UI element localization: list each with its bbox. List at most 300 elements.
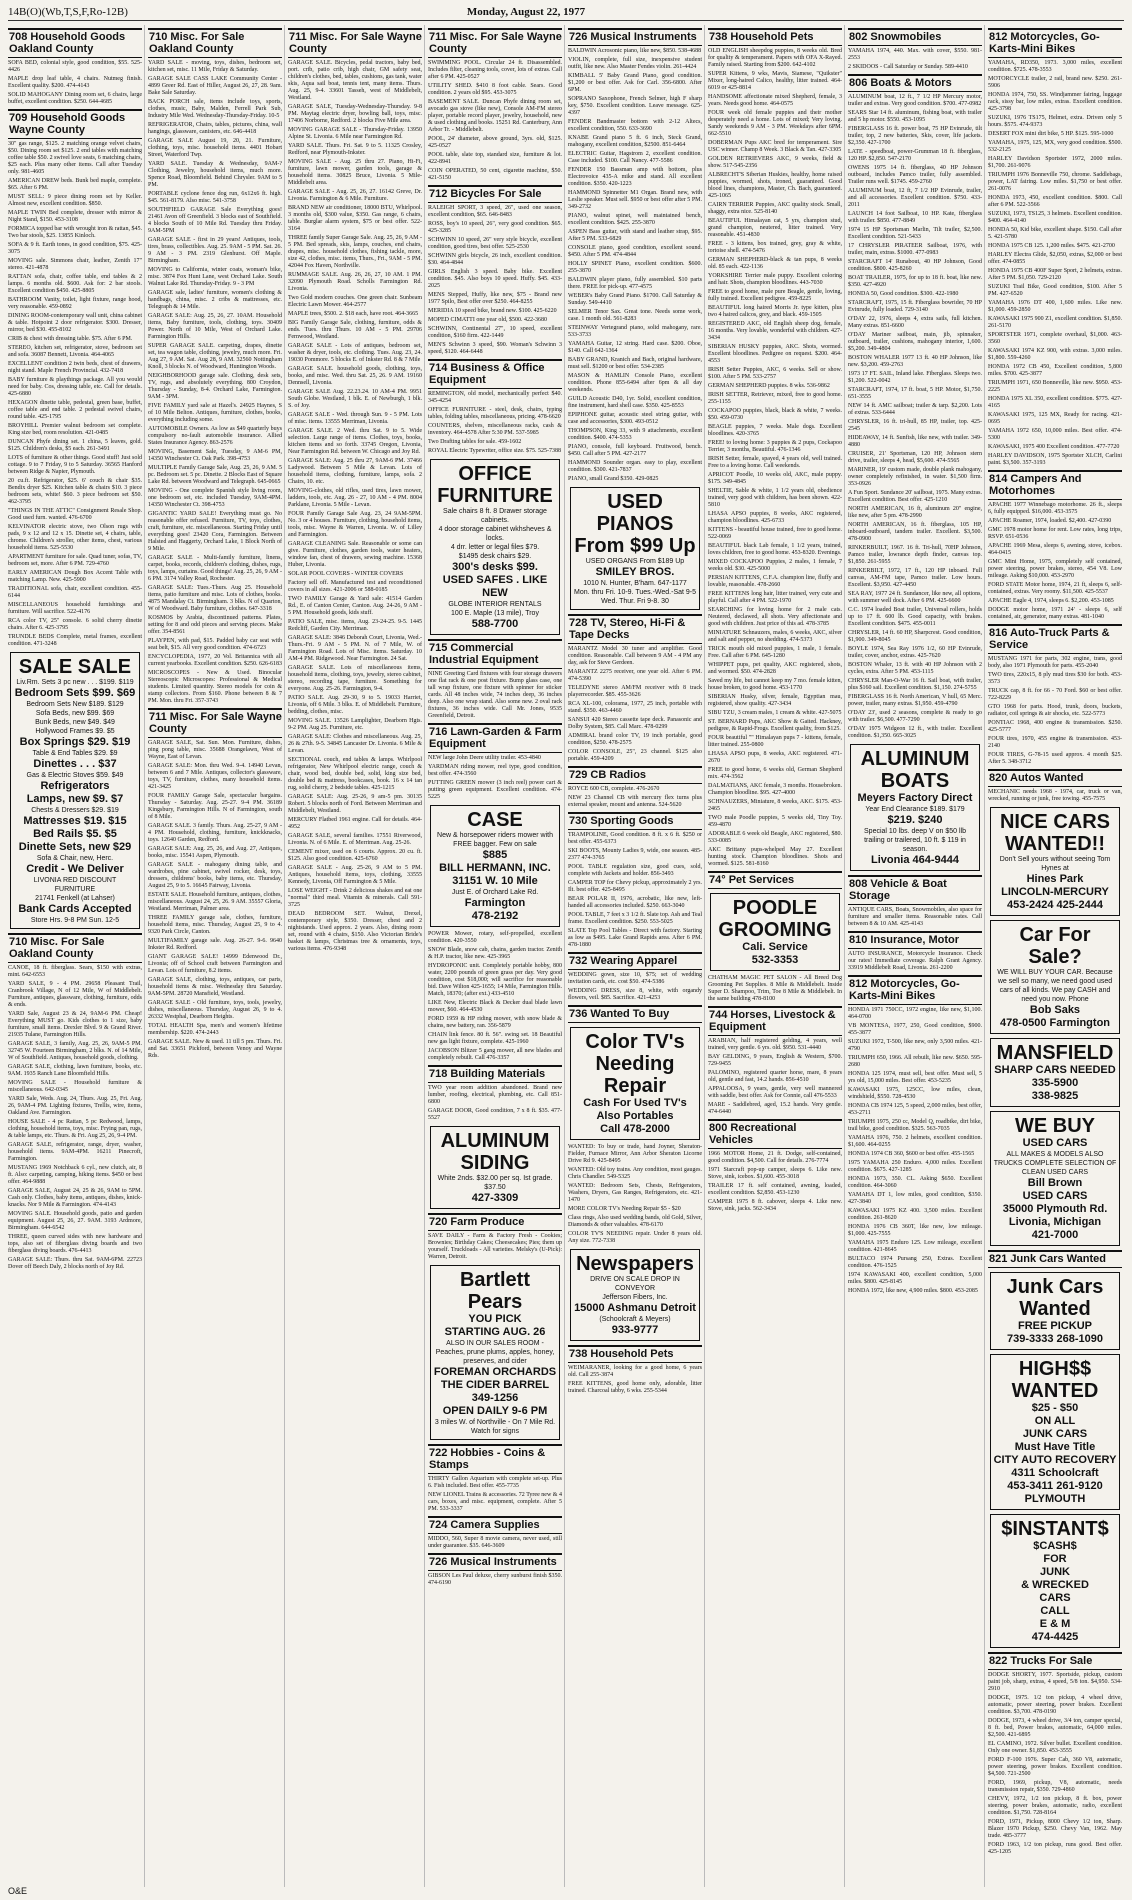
display-ad-line: Junk Cars Wanted — [1006, 1276, 1104, 1320]
display-ad-line: $885 — [482, 849, 508, 861]
classified-ad: WANTED: Old toy trains. Any condition, most gauges. Chris Chandler. 549-5325 — [568, 1167, 702, 1180]
classified-ad: BABY furniture & playthings package. All you would need for baby. Cos, dressing table, etc. Call for details. 425-6880 — [8, 377, 142, 397]
classified-ad: IRISH SETTER, Retriever, mixed, free to good home. 255-1155 — [708, 392, 842, 405]
display-ad-line: 31151 W. 10 Mile — [452, 875, 538, 887]
classified-ad: TOTAL HEALTH Spa, men's and women's lifetime membership. $220. 474-2443 — [148, 1023, 282, 1036]
classified-ad: FORD F-100 1976. Super Cab, 360 V8, automatic, power steering, power brakes. Excellent condition. $4,500. 721-2500 — [988, 1757, 1122, 1777]
classified-ad: Two Drafting tables for sale. 459-1602 — [428, 439, 522, 445]
classified-ad: NORTH AMERICAN, 16 ft, aluminum 20" engine, like new, after 5 pm. 478-2990 — [848, 506, 982, 519]
classified-ad: SOFA & 9 ft. Earth tones, in good condition, $75. 425-3075 — [8, 242, 142, 255]
classified-ad: Saved my life, but cannot keep my 7 mo. female kitten, house broken, to good home. 453-1770 — [708, 678, 842, 691]
display-ad-line: $1495 desk chairs $29. — [458, 553, 532, 560]
display-ad-line: Refrigerators — [40, 780, 110, 792]
classified-ad: KAWASAKI 1975, 125 MX, Ready for racing. 421-0695 — [988, 412, 1122, 425]
display-ad-line: $25 - $50 — [1031, 1402, 1079, 1414]
classified-column — [428, 25, 565, 1887]
classified-ad: CHATHAM MAGIC PET SALON - All Breed Dog Grooming Pet Supplies. 8 Mile & Middlebelt. Inside Super D. Shampoo, Trim, Toe 8 Mile & Middlebelt. In the same building 478-8100 — [708, 975, 842, 1002]
display-ad — [990, 1354, 1120, 1510]
display-ad-line: $INSTANT$ — [1001, 1518, 1109, 1540]
classified-ad: CHAIN link fence. 80 ft. 56". swing set. 18 Beautiful new gas light fixture, complete. 425-1960 — [428, 1032, 562, 1045]
display-ad-line: ALUMINUM BOATS — [860, 748, 970, 792]
display-ad — [570, 487, 700, 610]
section-heading: 810 Insurance, Motor — [848, 931, 982, 949]
display-ad-line: Don't Sell yours without seeing Tom Hynes at — [999, 856, 1111, 872]
classified-column — [848, 25, 985, 1887]
classified-ad: OWENS 1975 14 ft. fiberglass, 40 HP Johnson outboard, includes Pamco trailer, fully assembled. Trailer runs well. $1745. 459-2760 — [848, 165, 982, 185]
display-ad-line: CASE — [467, 809, 523, 831]
classified-ad: GARAGE sale, ladies' furniture, women's clothing & handbags, china, misc. 2 cribs & mattresses, etc. Telegraph & 14 Mile. — [148, 290, 282, 310]
classified-ad: BOAT TRAILER, 1975, for up to 18 ft. boat, like new. $350. 427-4920 — [848, 275, 982, 288]
classified-ad: KAWASAKI 1975, 125CC, low miles, clean, windshield, $550. 728-4530 — [848, 1087, 982, 1100]
classified-ad: 1974 KAWASAKI 400, excellent condition, 5,000 miles. $800. 425-8145 — [848, 1272, 982, 1285]
classified-ad: GARAGE SALE - Lots of antiques, bedroom set, washer & dryer, tools, etc. clothing. Tues. Aug. 23, 24. 19030 Pommore. 5 blocks E. of Inkster Rd. 8 & 7 Mile — [288, 343, 422, 363]
display-ad-line: ALUMINUM SIDING — [440, 1130, 550, 1174]
display-ad-line: FOR — [1043, 1553, 1067, 1565]
classified-ad: YARD Sale, Weds. Aug. 24, Thurs. Aug. 25, Fri. Aug. 26, 9AM-4 PM. Lighting fixtures, Trellis, wire, items, Oakland Ave. Farmington. — [8, 1096, 142, 1116]
classified-ad: SOLID MAHOGANY Dining room set, 6 chairs, large buffet, excellent condition. $250. 644-4685 — [8, 92, 142, 105]
classified-column — [988, 25, 1124, 1887]
display-ad-line: 1010 N. Hunter, B'ham. 647-1177 — [583, 580, 687, 587]
display-ad-line: Bank Cards Accepted — [18, 903, 132, 915]
classified-ad: MOVING-clothes, old rifles, used tires, lawn mower, ladders, tools, etc. Aug. 26 - 27, 10 AM - 4 PM. 8004 Parklane, Livonia. 5 Mile - Levan. — [288, 488, 422, 508]
classified-ad: BULTACO 1974 Pursang 250, Extras. Excellent condition. 476-1525 — [848, 1256, 982, 1269]
display-ad-line: GLOBE INTERIOR RENTALS — [448, 601, 542, 608]
classified-ad: MARE - Saddlebred, aged, 15.2 hands. Very gentle. 474-6440 — [708, 1102, 842, 1115]
display-ad-line: NICE CARS WANTED!! — [999, 811, 1110, 855]
classified-column — [8, 25, 145, 1887]
classified-ad: MOVING GARAGE SALE - Thursday-Friday. 13950 Alpine St. Livonia. 6 Mile near Farmington Rd. — [288, 127, 422, 140]
display-ad-line: STARTING AUG. 26 — [444, 1326, 546, 1338]
classified-ad: SUPER GARAGE SALE. carpeting, drapes, dinette set, tea wagon table, clothing, jewelry, much more. Fri. Aug 27, 9 AM. Sat. Aug 28, 9 AM. 32560 Nottingham Knoll, 3 blocks N. of Woodward, Huntington Woods. — [148, 343, 282, 370]
classified-ad: GARAGE SALE: Aug. 25, 26, and Aug. 27, Antiques, books, misc. 15541 Aspen, Plymouth. — [148, 846, 282, 859]
classified-ad: GARAGE SALE CASS LAKE Community Center - 4899 Greer Rd. East of Hiller, August 26, 27, 28. 9am. Bake Sale Saturday. — [148, 76, 282, 96]
classified-ad: GARAGE SALE: Aug. 25-26, 9 am-5 pm. 30135 Robert. 5 blocks north of Ford. Between Merriman and Middlebelt, Westland. — [288, 794, 422, 814]
classified-ad: STARCRAFT 14' Runabout, 40 HP Johnson, Good condition. $800. 425-8260 — [848, 259, 982, 272]
classified-ad: MASON & HAMLIN Console Piano, excellent condition. Phone 855-6494 after 6pm & all day weekends. — [568, 373, 702, 393]
classified-ad: FORD STATE Motor home, 1974, 21 ft, sleeps 6, self-contained, extras. Very roomy. $11,500. 425-5537 — [988, 582, 1122, 595]
classified-ad: FREE! to loving home: 3 puppies & 2 pups, Cockapoo Terrier, 3 months, Beautiful. 476-1346 — [708, 440, 842, 453]
classified-ad: ENCYCLOPEDIA, 1977, 20 Vol. Britannica with all current yearbooks. Excellent condition. $250. 626-6183 — [148, 654, 282, 667]
classified-ad: SHELTIE, Sable & white, 1 1/2 years old, obedience trained, very good with children, has been shown. 422-5810 — [708, 488, 842, 508]
classified-ad: MISCELLANEOUS household furnishings and furniture. Will sacrifice. 522-4176 — [8, 602, 142, 615]
display-ad — [850, 744, 980, 871]
section-heading: 718 Building Materials — [428, 1065, 562, 1083]
classified-ad: MOVING sale. Simmons chair, leather, Zenith 17" stereo. 421-4878 — [8, 258, 142, 271]
classified-ad: BRAND NEW air conditioner, 18000 BTU, Whirlpool. 3 months old, $300 value, $350. Gas range, 6 chairs, table. Burglar alarm system, $75 or best offer. 522-3164 — [288, 205, 422, 232]
section-heading: 708 Household Goods Oakland County — [8, 28, 142, 58]
classified-ad: SUZUKI, 1976 TS175, Helmet, extra. Driven only 5 hours. $575. 474-9373 — [988, 115, 1122, 128]
classified-ad: IRISH Setter Puppies, AKC, 6 weeks. Sell or show. $100. After 5 PM. 533-2757 — [708, 367, 842, 380]
classified-ad: FORD, 1969, pickup, V8, automatic, needs transmission repair, $350. 729-4860 — [988, 1780, 1122, 1793]
classified-ad: TRUCK cap, 8 ft. for 66 - 70 Ford. $60 or best offer. 722-8229 — [988, 688, 1122, 701]
classified-ad: GARAGE SALE, Sat. Sun. Mon. Furniture, dishes, ping pong table, misc. 35688 Orangelawn, West of Wayne, East of Levan. — [148, 740, 282, 760]
display-ad — [990, 1038, 1120, 1107]
classified-ad: GARAGE SALE - Aug. 25-26, 9 AM to 5 PM. Antiques, household items, toys, clothing, 33555 Kennedy, Livonia, Off Farmington & 5 Mile. — [288, 865, 422, 885]
classified-ad: 1971 Starcraft pop-up camper, sleeps 6. Like new. Stove, sink, icebox. $1,600. 455-3018 — [708, 1167, 842, 1180]
section-heading: 710 Misc. For Sale Oakland County — [148, 28, 282, 58]
classified-ad: MUSTANG 1971 for parts, 302 engine, trans, good body, also 1971 Plymouth for parts. 455-2040 — [988, 656, 1122, 669]
display-ad — [430, 805, 560, 927]
display-ad-line: (Schoolcraft & Meyers) — [599, 1316, 671, 1323]
classified-ad: SEA RAY, 1977 24 ft. Sundancer, like new, all options, with summer well dock. After 6 PM. 425-6600 — [848, 591, 982, 604]
classified-ad: O'DAY 22, 1976, sleeps 4, extra sails, full kitchen. Many extras. 851-6600 — [848, 316, 982, 329]
classified-ad: BIG Family Garage Sale, clothing, furniture, odds & ends. Tues. thru Thurs. 10 AM - 5 PM. 29706 Fernwood, Westland. — [288, 320, 422, 340]
display-ad-line: Dinettes . . . $37 — [33, 758, 117, 770]
classified-ad: GUILD Acoustic D40, 1yr. Solid, excellent condition, fine instrument, hard shell case. $350. 425-8553 — [568, 396, 702, 409]
classified-ad: GARAGE SALE Aug. 22.23.24. 10 AM-4 PM. 9951 South Globe. Westland, 1 blk. E. of Newburgh, 1 blk. S. of Joy. — [288, 389, 422, 409]
display-ad-line: PLYMOUTH — [1024, 1493, 1086, 1505]
section-heading: 726 Musical Instruments — [568, 28, 702, 46]
classified-ad: RUMMAGE SALE. Aug. 26, 26, 27, 10 AM. 1 PM. 32090 Plymouth Road. Scholls Farmington Rd. Livonia. — [288, 272, 422, 292]
classified-ad: SEARCHING for loving home for 2 male cats. Neutered, declawed, all shots. Very affectionate and good with children. Just price of this ad. 478-3785 — [708, 607, 842, 627]
classified-ad: TRAILER 17 ft. self contained, awning, loaded, excellent condition. $2,850. 453-1230 — [708, 1183, 842, 1196]
classified-ad: MOPED CIMATTI one year old, $500. 422-3680 — [428, 317, 547, 323]
display-ad-line: 421-7000 — [1031, 1229, 1079, 1241]
classified-ad: BEAUTIFUL Himalayan cat, 5 yrs, champion stud, grand champion, neutered, litter trained. Very reasonable. 451-4830 — [708, 218, 842, 238]
display-ad-line: Sale chairs 8 ft. 8 Drawer storage cabinets. — [443, 508, 547, 524]
classified-ad: GARAGE SALE: Aug. 25, 26, 27. 10AM. Household items, Baby furniture, tools, clothing, toys. 30409 Power. North of 10 Mile, West of Orchard Lake. Farmington Hills. — [148, 313, 282, 340]
classified-ad: SAVE DAILY - Farm & Factory Fresh - Cookies; Brownies; Birthday Cakes; Cheesecakes; Pies; them up yourself. Truckloads - All varieties. Melsky's (U-Pick): Warren, Detroit. — [428, 1233, 562, 1260]
issue-date: Monday, August 22, 1977 — [466, 6, 586, 18]
classified-ad: MINIATURE Schnauzers, males, 6 weeks, AKC, silver and salt and pepper, no shedding. 474-5373 — [708, 630, 842, 643]
classified-ad: TRIUMPH 650, 1966. All rebuilt, like new. $650. 595-2680 — [848, 1055, 982, 1068]
display-ad-line: OFFICE FURNITURE — [437, 463, 553, 507]
classified-ad: TRUNDLE BEDS Complete, metal frames, excellent condition. 471-3248 — [8, 634, 142, 647]
classified-ad: LOTS of furniture & other things. Good stuff! Just sold cottage. 9 to 7 Friday, 9 to 5 Saturday. 36565 Hanford between Ridge & Napier, Plymouth. — [8, 455, 142, 475]
section-heading: 722 Hobbies - Coins & Stamps — [428, 1444, 562, 1474]
classified-ad: TWO male Poodle puppies, 5 weeks old, Tiny Toy. 459-4870 — [708, 815, 842, 828]
classified-ad: A Fun Sport. Sundance 20' sailboat, 1975. Many extras. Excellent condition. Best offer. 425-1210 — [848, 490, 982, 503]
classified-ad: WEDDING gown, size 10, $75; set of wedding invitation cards, etc. cost $50. 474-5386 — [568, 972, 702, 985]
classified-ad: HONDA 125 1974, must sell, best offer. Must sell, 5 yrs old, 15,000 miles. Best offer. 453-5235 — [848, 1071, 982, 1084]
classified-ad: RATTAN sofa, chair, coffee table, end tables & 2 lamps. 6 months old. $600. Ask for: 2 bar stools. Excellent condition $450. 425-8805 — [8, 274, 142, 294]
classified-ad: OLD ENGLISH sheepdog puppies, 8 weeks old. Bred for quality & temperament. Papers with OFA X-Rayed. Family raised. Starting from $200. 642-4102 — [708, 48, 842, 68]
section-heading: 730 Sporting Goods — [568, 812, 702, 830]
classified-ad: YAMAHA 1972 650, 10,000 miles. Best offer. 474-5300 — [988, 428, 1122, 441]
classified-ad: Class rings, Also used wedding bands, old Gold, Silver, Diamonds & other valuables. 478-6170 — [568, 1215, 702, 1228]
display-ad — [990, 807, 1120, 916]
classified-ad: GARAGE SALE. Bicycles, pedal tractors, baby bed, port. crib, patio crib, high chair, GM safety seat, children's clothes, bed, tables, cushions, gas tank, water skis, Aqua sail boat, tennis tent, many items. Thurs. Aug. 25, 9-4. 33601 Tasseh, west of Middlebelt, Westland. — [288, 60, 422, 101]
classified-ad: VIOLIN, complete, full size, inexpensive student outfit, like new. Also Master Fendes violin. 261-4424 — [568, 57, 702, 70]
classified-ad: DOBERMAN Pups AKC bred for temperament. Sire USC winner. Champ 8 Week. 3 Black & Tan. 427-3305 — [708, 140, 842, 153]
classified-ad: GARAGE SALE, August 24, 25 & 26, 9AM to 5PM. Cash only. Clothes, baby items, antiques, dishes, knick-knacks. Nor 9 Mile & Farmington. 474-4143 — [8, 1188, 142, 1208]
classified-ad: BOSTON Whaler, 13 ft. with 40 HP Johnson with 2 cycles, extra. After 5 PM. 453-1115 — [848, 662, 982, 675]
classified-ad: EARLY AMERICAN Dough Box Accent Table with matching Lamp. New. 425-5900 — [8, 570, 142, 583]
classified-ad: YARD SALE - moving, toys, dishes, bedroom set, kitchen set, misc. 11 Mile, Friday & Saturday. — [148, 60, 282, 73]
section-heading: 814 Campers And Motorhomes — [988, 470, 1122, 500]
classified-ad: MERIDIA 10 speed bike, brand new. $100. 425-6220 — [428, 308, 557, 314]
classified-ad: BEAR POLAR II, 1976, acrobatic, like new, left-handed all accessories included. $250. 663-3040 — [568, 896, 702, 909]
classified-ad: GOLDEN RETRIEVERS AKC, 9 weeks, field & show. 517-545-2356 — [708, 156, 842, 169]
section-heading: 738 Household Pets — [708, 28, 842, 46]
classified-ad: TRADITIONAL sofa, chair, excellent condition. 455-6144 — [8, 586, 142, 599]
section-heading: 715 Commercial Industrial Equipment — [428, 639, 562, 669]
classified-ad: IRISH Setter, female, spayed, 4 years old, well trained. Free to a loving home. Call weekends. — [708, 456, 842, 469]
classified-ad: 20 cu.ft. Refrigerator, $25. 6' couch & chair $35. Bendix dryer $25. Kitchen table & chairs $10. 3 piece bedroom sets, white! $60. 3 piece bedroom set $50. 462-3795 — [8, 478, 142, 505]
display-ad-line: 478-2192 — [471, 910, 519, 922]
classified-ad: HONDA 50, Good condition. $300. 422-1980 — [848, 291, 959, 297]
display-ad-line: Mattresses $19. $15 — [23, 815, 127, 827]
display-ad-line: LIVONIA RED DISCOUNT FURNITURE — [33, 877, 117, 893]
classified-ad: KITTENS - beautiful house trained, free to good home. 522-0069 — [708, 527, 842, 540]
classified-ad: WEBER's Baby Grand Piano. $1700. Call Saturday & Sunday. 549-4410 — [568, 293, 702, 306]
display-ad-line: Liv.Rm. Sets 3 pc new . . . $199. $119 — [16, 679, 134, 686]
classified-ad: FIBERGLASS 16 ft. power boat, 75 HP Evinrude, tilt trailer, top, 2 new batteries, Skis, cover, life jackets. $2,350. 427-1700 — [848, 126, 982, 146]
display-ad-line: 335-5900 — [1031, 1077, 1079, 1089]
classified-ad: MARINER, 19' custom made, double plank mahogany, owner completely refinished, in water. $1,500 firm. 353-0926 — [848, 467, 982, 487]
classified-ad: 1973 17 FT. SAIL, Inland lake. Fiberglass. Sleeps two. $1,200. 522-0042 — [848, 371, 982, 384]
classified-ad: PLAYPEN, with pad, $15. Padded baby car seat with seat belt, $15. All very good condition. 474-6723 — [148, 638, 282, 651]
classified-ad: LHASA APSO puppies, 8 weeks, AKC registered, champion bloodlines. 425-6733 — [708, 511, 842, 524]
display-ad-line: Must Have Title — [1014, 1441, 1096, 1453]
classified-ad: YARD SALE, 9 - 4 PM. 29658 Pleasant Trail, Cranbrook Village, N of 12 Mile, W of Middlebelt. Furniture, antiques, glassware, clothing, furniture, odds & ends. — [8, 981, 142, 1008]
classified-ad: O'DAY 1975 Widgeon 12 ft., with trailer. Excellent condition. $1,350. 665-3025 — [848, 726, 982, 739]
classified-ad: MAPLE trees, $500. 2. $18 each, have root. 464-3665 — [288, 311, 419, 317]
classified-ad: HONDA 1973, 450, excellent condition. $800. Call after 6 PM. 522-3566 — [988, 195, 1122, 208]
section-heading: 802 Snowmobiles — [848, 28, 982, 46]
classified-ad: GARAGE SALE, clothing, toys, antiques, car parts, household items & misc. Wednesday thru Saturday. 9AM-5PM. 28720 Mansfield, Westland. — [148, 977, 282, 997]
classified-ad: GARAGE SALE. Lots of miscellaneous items, household items, clothing, toys, jewelry, stereo cabinet, stereo, recording tape, furniture. Something for everyone. Aug. 25-26. Farmington, 9-4. — [288, 665, 422, 692]
classified-ad: MUST SELL: 9 piece dining room set by Keller. Almost new, excellent condition. $850. — [8, 194, 142, 207]
classified-ad: HARLEY Davidson Sportster 1972, 2000 miles. $1,700. 261-9076 — [988, 156, 1122, 169]
classified-ad: APRICOT Poodle, 10 weeks old, AKC, male puppy. $175. 349-4845 — [708, 472, 842, 485]
display-ad-line: ALL MAKES & MODELS ALSO TRUCKS COMPLETE SELECTION OF CLEAN USED CARS — [993, 1151, 1117, 1176]
classified-ad: HONDA 1972, like new, 4,900 miles. $800. 453-2085 — [848, 1288, 978, 1294]
classified-ad: FREE to good home, male pure Beagle, gentle, loving, fully trained. Excellent pedigree. 459-8225 — [708, 289, 842, 302]
classified-ad: BAY GELDING, 9 years, English & Western, $700. 729-9455 — [708, 1054, 842, 1067]
display-ad-line: 933-9777 — [611, 1324, 659, 1336]
classified-ad: GMC 1978 motor home for rent. Low rates, long trips, RSVP. 651-0536 — [988, 527, 1122, 540]
classified-ad: AUTOMOBILE Owners. As low as $49 quarterly buys compulsory no-fault automobile insurance. Allied States Insurance Agency. 863-2576 — [148, 426, 282, 446]
classified-ad: YAMAHA, RD350, 1973. 3,000 miles, excellent condition. $725. 478-3553 — [988, 60, 1122, 73]
classified-ad: POOL table, slate top, standard size, furniture & lot. 422-8941 — [428, 152, 562, 165]
classified-ad: SUZUKI, 1973, TS125, 3 helmets. Excellent condition. $400. 464-4140 — [988, 211, 1122, 224]
display-ad-line: $CASH$ — [1033, 1540, 1077, 1552]
classified-ad: MICROSCOPES - New & Used. Binocular Stereoscopic Microscopes: Professional & Medical students. Limited quantity. Stereo models for coin & stamp collectors. From $160. Phone between 8 & 7 PM. Mon. thru Fri. 357-3743 — [148, 670, 282, 704]
display-ad — [570, 1027, 700, 1140]
classified-ad: HONDA 1971 750CC, 1972 engine, like new, $1,100. 464-0700 — [848, 1007, 982, 1020]
display-ad-line: CITY AUTO RECOVERY — [993, 1454, 1117, 1466]
classified-ad: GARAGE SALE: Tues.-Thurs. Aug 25. Household items, patio furniture and misc. Lots of clothes, books. 4875 Mandalay Ct. Birmingham. 3 blks. N of Quarton, W of Woodward. Baby furniture, clothes. 647-3318 — [148, 585, 282, 612]
display-ad — [990, 920, 1120, 1034]
classified-ad: HONDA 1975 XL 350, excellent condition. $775. 427-4165 — [988, 396, 1122, 409]
display-ad-line: $219. $240 — [887, 814, 943, 826]
classified-ad: NEIGHBORHOOD garage sale. Clothing, desk sets, TV, rugs, and absolutely everything. 800 Croydon, Thursday - Sunday, 8-4. Orchard Lake, Farmington. 9AM - 3PM. — [148, 373, 282, 400]
classified-ad: REFRIGERATOR, Chairs, tables, pictures, china, wall hangings, glassware, canisters, etc. 646-4418 — [148, 122, 282, 135]
classified-ad: FREE to good home, 6 weeks old, German Shepherd mix. 474-3562 — [708, 767, 842, 780]
display-ad-line: Box Springs $29. $19 — [19, 736, 131, 748]
classified-ad: HARLEY DAVIDSON, 1975 Sportster XLCH, Carlini paint. $3,500. 357-3193 — [988, 453, 1122, 466]
classified-ad: DESERT FOX mini dirt bike, 5 HP. $125. 595-1000 — [988, 131, 1114, 137]
classified-ad: KOSMOS by Arabia, discontinued patterns. Plates, setting for 8 and odd pieces and serving pieces. Make offer. 354-8561 — [148, 615, 282, 635]
classified-ad: ASPEN Bass guitar, with stand and leather strap, $95. After 5 PM. 533-6829 — [568, 229, 702, 242]
display-ad-line: Lamps, new $9. $7 — [26, 793, 124, 805]
classified-ad: SCHWINN 10 speed, 26" very style bicycle, excellent condition, good tires, best offer. 525-2530 — [428, 237, 562, 250]
classified-ad: BEAUTIFUL black Lab female, 1 1/2 years, trained, loves children, free to good home. 453-8320. Evenings. — [708, 543, 842, 556]
section-heading: 808 Vehicle & Boat Storage — [848, 875, 982, 905]
display-ad-line: Bob Saks — [1029, 1004, 1081, 1016]
classified-ad: STARCRAFT, 1975, 15 ft. Fiberglass bowrider, 70 HP Evinrude, fully loaded. 729-3140 — [848, 300, 982, 313]
classified-ad: MOVING SALE - Household furniture & miscellaneous. 642-0345 — [8, 1080, 142, 1093]
section-heading: 812 Motorcycles, Go-Karts-Mini Bikes — [848, 975, 982, 1005]
classified-ad: POWER Mower, rotary, self-propelled, excellent condition. 420-3550 — [428, 931, 562, 944]
classified-column — [148, 25, 285, 1887]
section-heading: 716 Lawn-Garden & Farm Equipment — [428, 723, 562, 753]
classified-ad: PIANO, console, full keyboard. Fruitwood, bench. $450. Call after 5 PM. 427-2177 — [568, 444, 702, 457]
display-ad-line: Bedroom Sets New $189. $129 — [26, 701, 124, 708]
classified-ad: FREE - 3 kittens, box trained, grey, gray & white, tortoise shell. 474-5476 — [708, 241, 842, 254]
classified-ad: BACK PORCH sale, items include toys, sports, clothes, music, Baby, Malden, Ferrell Park Sub, Industry Mile Wed. Wednesday-Thursday-Friday. 10-5 — [148, 99, 282, 119]
classified-ad: STEINWAY Vertegrand piano, solid mahogany, rare. 533-3733 — [568, 325, 702, 338]
classified-ad: HONDA 1975 CB 125. 1,200 miles. $475. 421-2700 — [988, 243, 1115, 249]
classified-ad: ALBRECHT'S Siberian Huskies, healthy, home raised puppies, wormed, shots, ironed, guaranteed. Good blood lines, champions, Master, Ch. Bach, guaranteed. 425-1065 — [708, 172, 842, 199]
classified-ad: TRICK mouth old mixed puppies, 1 male, 1 female. Free. Call after 6 PM. 645-1280 — [708, 646, 842, 659]
classified-ad: GIGANTIC YARD SALE! Everything must go. No reasonable offer refused. Furniture, TV, toys, clothes, craft, furniture, etc. miscellaneous. Starting Friday until everything goes! 23420 Cora, Farmington. Between Halsted and Haggerty, Orchard Lake, 1 Block North of 9 Mile. — [148, 511, 282, 552]
display-ad-line: USED PIANOS From $99 Up — [574, 491, 696, 557]
classified-ad: LHASA APSO pups, 8 weeks, AKC registered. 471-2670 — [708, 751, 842, 764]
section-heading: 729 CB Radios — [568, 766, 702, 784]
classified-ad: SIBU TZU, 3 cream males, 1 cream & white. 427-5075 — [708, 710, 842, 716]
classified-ad: CHRYSLER, 16 ft. tri-hull, 85 HP, trailer, top. 425-2545 — [848, 419, 982, 432]
classified-ad: 1966 MOTOR Home, 21 ft. Dodge, self-contained, good condition. $4,500. Call for details. 276-7774 — [708, 1151, 842, 1164]
classified-ad: ROSS, boy's 10 speed, 26", very good condition. $65. 425-3285 — [428, 221, 562, 234]
classified-ad: GARAGE SALE. New & used. 11 till 5 pm. Thurs. Fri. and Sat. 33651 Pickford, between Venoy and Wayne Rds. — [148, 1039, 282, 1059]
classified-ad: APACHE Eagle 4, 1974, sleeps 6. $2,200. 453-1085 — [988, 598, 1114, 604]
page-footer: O&E — [8, 1886, 28, 1896]
classified-ad: FENDER 150 Bassman amp with bottom, plus Electrovoice 435-A mike and stand. All excellent condition. $350. 420-1223 — [568, 167, 702, 187]
classified-ad: FOUR tires, 1970, 455 engine & transmission. 453-2140 — [988, 736, 1122, 749]
classified-ad: BALDWIN player piano, fully assembled. $10 parts there. FREE for pick-up. 477-4575 — [568, 277, 702, 290]
section-heading: 74° Pet Services — [708, 871, 842, 889]
classified-ad: AKC Brittany pups-whelped May 27. Excellent hunting stock. Champion bloodlines. Shots and wormed. $125. 581-8160 — [708, 847, 842, 867]
display-ad-line: Table & End Tables $29. $9 — [32, 750, 118, 757]
classified-ad: FORD 1959 & HP riding mower, with snow blade & chains, new battery, ran. 356-5879 — [428, 1016, 562, 1029]
classified-ad: FIVE FAMILY yard sale at Hazel's. 24925 Haynes, S of 10 Mile Belton. Antiques, furniture, clothes, books, everything including some. — [148, 403, 282, 423]
classified-ad: CRUISER, 21' Sportsman, 120 HP, Johnson stern drive, trailer, sleeps 4, head, $5,600. 474-5565 — [848, 451, 982, 464]
classified-ad: GARAGE SALE, refrigerator, range, dryer, washer, household items. 9AM-4PM. 16211 Pinecroft, Farmington. — [8, 1142, 142, 1162]
classified-ad: DALMATIANS, AKC female, 3 months. Housebroken. Champion bloodline. $95. 427-4000 — [708, 783, 842, 796]
display-ad-line: E & M — [1039, 1618, 1071, 1630]
classified-ad: 2 SKIDOOS - Call Saturday or Sunday. 589-4410 — [848, 64, 968, 70]
classified-ad: SOPRANO Saxophone, French Selmer, high F sharp key, $750. Excellent condition. Leave message. 625-4397 — [568, 96, 702, 116]
classified-ad: ALUMINUM boat, 12 ft., 7 1/2 HP Mercury motor, trailer and extras. Very good condition. $700. 477-0982 — [848, 94, 982, 107]
classified-ad: GERMAN SHEPHERD-black & tan pups, 8 weeks old. 85 each. 422-1136 — [708, 257, 842, 270]
display-ad-line: & WRECKED — [1021, 1579, 1089, 1591]
section-heading: 816 Auto-Truck Parts & Service — [988, 624, 1122, 654]
display-ad-line: 338-9825 — [1031, 1090, 1079, 1102]
section-heading: 738 Household Pets — [568, 1345, 702, 1363]
classified-ad: STEREO, kitchen set, refrigerator, stove, bedroom set and sofa. 36087 Bennett, Livonia. 464-4065 — [8, 345, 142, 358]
classified-ad: GARAGE SALE - Multi-family furniture, linens, carpet, books, records, children's clothing, dishes, rugs, toys, lamps, curtains. Good things! Aug. 25, 26, 9 AM - 6 PM. 3174 Valley Road, Rochester. — [148, 555, 282, 582]
display-ad-line: Livonia 464-9444 — [870, 854, 960, 866]
classified-ad: THOMPSON, King 33, with 9 attachments, excellent condition. $400. 474-5353 — [568, 428, 702, 441]
classified-ad: APARTMENT furniture for sale. Quad tuner, sofas, TV, bedroom set, more. After 6 PM. 729-4760 — [8, 554, 142, 567]
classified-ad: TWO tires, 220x15, 8 ply mud tires $30 for both. 453-3573 — [988, 672, 1122, 685]
classified-ad: YARD Sale, August 23 & 24, 9AM-6 PM. Cheap! Everything MUST go. Kids clothes to 1 size, baby furniture, small items. Drexler Blvd. 9 & Grand River. 21935 Tulane, Farmington Hills. — [8, 1011, 142, 1038]
classified-ad: BOYLE 1974, Sea Ray 1976 1/2, 60 HP Evinrude, trailer, cover, anchor, extras. 425-7620 — [848, 646, 982, 659]
classified-ad: MUSTANG 1969 Notchback 6 cyl., new clutch, air, 8 ft. Also: carpeting, camping, hiking items. $450 or best offer. 464-9888 — [8, 1165, 142, 1185]
display-ad-line: 453-2424 425-2444 — [1006, 899, 1104, 911]
display-ad-line: HIGH$$ WANTED — [1011, 1358, 1099, 1402]
classified-ad: GARAGE DOOR, Good condition, 7 x 8 ft. $35. 477-5527 — [428, 1108, 562, 1121]
classified-ad: FOUR Family Garage Sale Aug. 23, 24 9AM-5PM. No. 3 or 4 houses. Furniture, clothing, household items, tools, misc. Wayne & Warren, Livonia. W. of Lilley and Farmington. — [288, 511, 422, 538]
display-ad-line: 474-4425 — [1031, 1631, 1079, 1643]
classified-ad: MOVING to California, winter coats, woman's bike, misc. 3874 Fox Hunt Lane, west Orchard Lake. South Walnut Lake Rd. Thursday-Friday. 9 - 3 PM — [148, 267, 282, 287]
classified-ad: GIANT GARAGE SALE! 14999 Edenwood Dr., Livonia; off of School craft between Farmington and Levan. Lots of furniture, 8.2 items. — [148, 954, 282, 974]
classified-ad: TELEDYNE stereo AM/FM receiver with 8 track playerrecorder. $85. 455-3626 — [568, 685, 702, 698]
display-ad-line: MANSFIELD — [996, 1042, 1114, 1064]
display-ad-line: POODLE GROOMING — [718, 897, 832, 941]
classified-ad: NEW LIONEL Trains & accessories. 72 Tyree new & 4 cars, boxes, and misc. equipment, complete. After 5 PM. 533-3337 — [428, 1492, 562, 1512]
classified-ad: REGISTERED AKC, old English sheep dog, female, 16 months. Very lovable, wonderful with children. 427-3434 — [708, 321, 842, 341]
display-ad-line: THE CIDER BARREL — [440, 1379, 550, 1391]
classified-ad: GARAGE SALE August 19, 20, 21. Furniture, clothing, toys, misc. household items. 4401 Hobart Street, Waterford Twp. — [148, 138, 282, 158]
classified-ad: GARAGE SALE: 3846 Deborah Court, Livonia, Wed.-Thurs.-Fri. 9 AM - 5 PM. N. of 7 Mile, W. of Farmington Road. Lots of Misc. items. Saturday. 10 AM-4 PM. Ridgewood. Near Farmington. 24 Sat. — [288, 635, 422, 662]
display-ad-line: Livonia, Michigan — [1008, 1216, 1102, 1228]
classified-ad: FOUR week old female puppies and their mother desperately need a home. Lots of mixed; Very loving. Sandy weekends 9 AM - 3 PM. Weekdays after 6PM. 662-5510 — [708, 110, 842, 137]
classified-ad: CAMPER TOP for Chevy pickup, approximately 2 yrs. Ilt. best offer. 425-8495 — [568, 880, 702, 893]
classified-ad: HARLEY Electra Glide, $2,050, extras, $2,000 or best offer. 474-0855 — [988, 252, 1122, 265]
classified-ad: HONDA 1972 CB 450, Excellent condition, 5,800 miles. $700. 425-3877 — [988, 364, 1122, 377]
classified-ad: NEW 23 Channel CB with mercury flex turns plus external speaker, mount and antenna. 524-5620 — [568, 795, 702, 808]
classified-ad: OFFICE FURNITURE - steel, desk, chairs, typing tables, folding tables, miscellaneous, pricing. 478-6620 — [428, 407, 562, 420]
display-ad-line: 100 E. Maple (13 mile), Troy — [451, 610, 539, 617]
classified-ad: LAUNCH 14 foot Sailboat, 10 HP. Kate, fiberglass with trailer. $850. 477-8849 — [848, 211, 982, 224]
classified-ad: PIANO, walnut spinet, well maintained bench, excellent condition. $425. 255-3870 — [568, 213, 702, 226]
classified-ad: RINKERBUILT, 1967. 16 ft. Tri-hull, 70HP Johnson, Pamco trailer, lowrance depth finder, canvas top. $1,850. 261-5955 — [848, 545, 982, 565]
display-ad-line: JUNK CARS — [1022, 1428, 1088, 1440]
classified-ad: YARD SALE. Thurs. Fri. Sat. 9 to 5. 11325 Crosley, Redford, near Plymouth-Inkster. — [288, 143, 422, 156]
display-ad — [990, 1514, 1120, 1648]
classified-ad: GARAGE SALE - Old furniture, toys, tools, jewelry, dishes, miscellaneous. Thursday, August 26, 9 to 4. 26332 Westphal, Dearborn Heights. — [148, 1000, 282, 1020]
classified-ad: FOUR TIRES, G-78-15 used approx. 4 month $25. After 5. 348-3712 — [988, 752, 1122, 765]
classified-ad: GMC Mini Home, 1975, completely self contained, power steering, power brakes, stereo, 454 V8. Low mileage. Asking $10,000. 453-2970 — [988, 559, 1122, 579]
classified-column — [568, 25, 705, 1887]
display-ad-line: Year End Clearance $189. $179 — [865, 806, 965, 813]
display-ad-line: LINCOLN-MERCURY — [1001, 886, 1109, 898]
classified-ad: COUNTERS, shelves, miscellaneous racks, cash & inventory. 464-4578 After 5:30 PM. 537-5985 — [428, 423, 562, 436]
classified-ad: GARAGE SALE: Aug. 25 thru 27, 9AM-6 PM. 37466 Ladywood. Between 5 Mile & Levan. Lots of household items, clothing, furniture, lamps, sofa. 2 Chairs, 10. etc. — [288, 458, 422, 485]
section-heading: 711 Misc. For Sale Wayne County — [428, 28, 562, 58]
classified-ad: MOVING SALE. 13526 Lamplighter, Dearborn Hgts. 9-2 PM. Aug 25. Furniture, etc. — [288, 718, 422, 731]
classified-ad: HONDA 1976 CB 360T, like new, low mileage. $1,000. 425-7555 — [848, 1224, 982, 1237]
classified-ad: MULTIFAMILY garage sale. Aug. 26-27. 9-6. 9640 Inkster Rd. Redford. — [148, 938, 282, 951]
classified-ad: 17 CHRYSLER PIRATEER Sailboat, 1976, with trailer, main, extras. $1000. 477-0983 — [848, 243, 982, 256]
classified-ad: THREE family Super Garage Sale. Aug. 25, 26, 9 AM - 5 PM. Bed spreads, skis, lamps, couches, end chairs, drapes, misc. household clothes, fishing tackle, more, size 42, clothes, misc. items, Thurs., Fri., 9AM - 5 PM. 42044 Fox Haven, Northville. — [288, 235, 422, 269]
classified-ad: APACHE 1977 Winnebago motorhome. 26 ft., sleeps 6, fully equipped. $16,000. 453-3575 — [988, 502, 1122, 515]
display-ad-line: Sofa Beds, new $99. $69 — [35, 710, 115, 717]
display-ad-line: CALL — [1040, 1605, 1070, 1617]
classified-ad: CHRYSLER Man-O-War 16 ft. Sail boat, with trailer, plus $160 sail. Excellent condition. $1,150. 274-5755 — [848, 678, 982, 691]
classified-ad: EPIPHONE guitar, acoustic steel string guitar, with case and accessories, $300. 493-0512 — [568, 412, 702, 425]
classified-ad: HANDSOME affectionate mixed Shepherd, female, 3 years. Needs good home. 464-0575 — [708, 94, 842, 107]
classified-ad: TRIUMPH 1971, 650 Bonneville, like new. $950. 453-2225 — [988, 380, 1122, 393]
classified-ad: YAMAHA 1974, 440. Max. with cover, $550. 981-2553 — [848, 48, 982, 61]
classified-ad: HOLLY SPINET Piano, excellent condition. $600. 255-3870 — [568, 261, 702, 274]
classified-ad: MEN'S Schwinn 3 speed, $90. Woman's Schwinn 3 speed, $120. 464-6448 — [428, 342, 562, 355]
classified-ad: NORTH AMERICAN, 16 ft. fiberglass, 105 HP, inboard-outboard, tandem trailer. Excellent. $3,500. 478-0900 — [848, 522, 982, 542]
classified-ad: HAMMOND Sounder organ. easy to play, excellent condition. $300. 421-7837 — [568, 460, 702, 473]
classified-ad: 30" gas range, $125. 2 matching orange velvet chairs, $50. Dining room set $125. 2 end tables with matching coffee table $50. 2 swivel love seats, 6 matching chairs, $25 each. Plus many other items. Call after Tuesday only. 981-4605 — [8, 141, 142, 175]
display-ad-line: White 2nds. $32.00 per sq. Ist grade. $37.50 — [437, 1175, 553, 1191]
classified-ad: TWO year room addition abandoned. Brand new lumber, roofing, electrical, plumbing, etc. Call 851-6800 — [428, 1085, 562, 1105]
classified-ad: FREE KITTENS long hair, litter trained, very cute and playful. Call after 4 PM. 522-1970 — [708, 591, 842, 604]
section-heading: 720 Farm Produce — [428, 1213, 562, 1231]
classified-column — [708, 25, 845, 1887]
classified-ad: GARAGE SALE - mahogany dining table, and wardrobes, pine cabinet, swivel rocker, desk, toys, dressers, childrens' books, baby items, etc. Thursday, August 25, 9 to 5. 16645 Fairway, Livonia. — [148, 862, 282, 889]
display-ad-line: Bed Rails $5. $5 — [33, 828, 117, 840]
display-ad-line: Dinette Sets, new $29 — [18, 841, 132, 853]
